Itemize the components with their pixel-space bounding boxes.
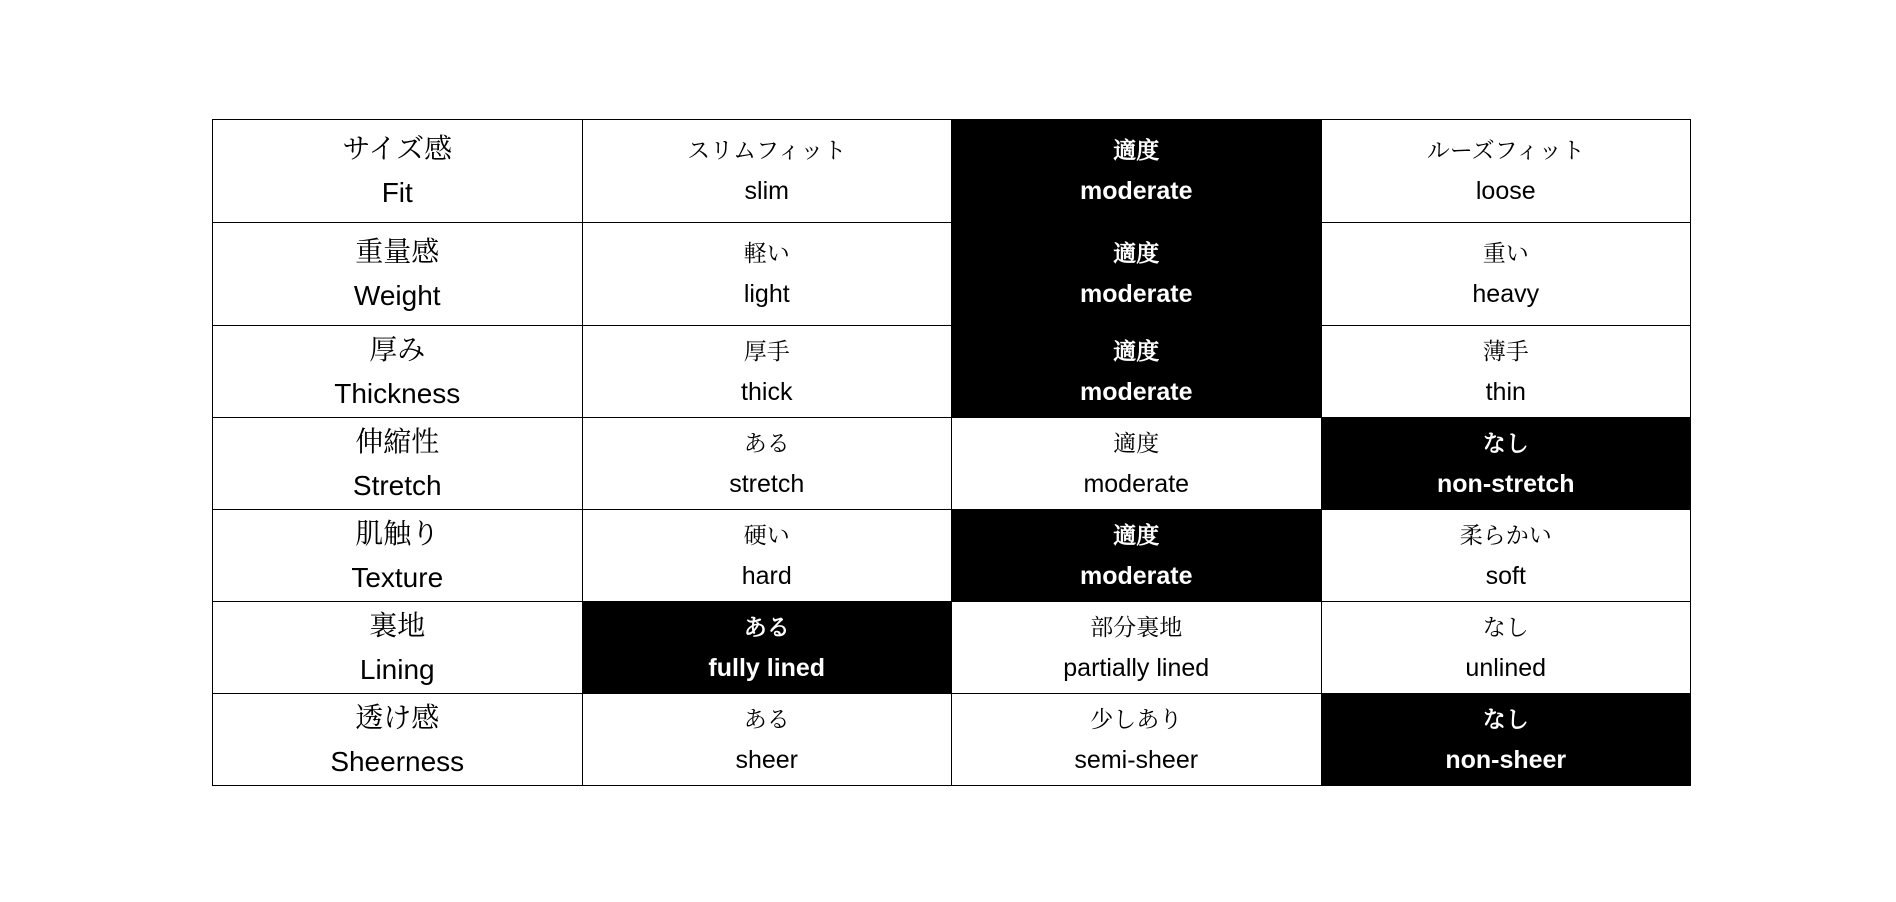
option-label-en: moderate — [1079, 280, 1193, 308]
option-cell-2 — [952, 326, 1322, 418]
option-label-ja: スリムフィット — [687, 137, 847, 163]
option-cell-1 — [582, 602, 952, 694]
option-label-en: hard — [741, 561, 792, 590]
option-label-ja: 薄手 — [1482, 337, 1529, 364]
option-cell-1 — [582, 694, 952, 786]
option-cell-1 — [582, 418, 952, 510]
attribute-label-en: Sheerness — [330, 745, 465, 777]
option-cell-2 — [952, 223, 1322, 326]
option-cell-3 — [1321, 120, 1691, 223]
option-label-ja: 硬い — [743, 521, 790, 548]
option-cell-1 — [582, 326, 952, 418]
option-cell-3 — [1321, 510, 1691, 602]
attribute-label-en: Stretch — [352, 469, 442, 501]
row-label-cell — [213, 510, 583, 602]
option-cell-2 — [952, 510, 1322, 602]
option-label-en: semi-sheer — [1074, 745, 1199, 774]
option-label-en: sheer — [735, 745, 799, 774]
option-label-ja: 厚手 — [743, 337, 790, 364]
option-label-en: moderate — [1079, 377, 1193, 406]
option-label-en: partially lined — [1063, 653, 1210, 682]
option-label-ja: 適度 — [1113, 337, 1160, 364]
attribute-label-ja: 透け感 — [355, 701, 440, 733]
option-cell-2 — [952, 694, 1322, 786]
row-label-cell — [213, 120, 583, 223]
option-cell-3 — [1321, 418, 1691, 510]
option-label-en: non-stretch — [1437, 469, 1575, 498]
option-label-ja: 重い — [1482, 240, 1529, 266]
option-cell-2 — [952, 602, 1322, 694]
option-label-en: thick — [741, 377, 793, 406]
option-label-en: stretch — [729, 469, 805, 498]
option-label-en: non-sheer — [1445, 745, 1567, 774]
attribute-label-en: Thickness — [334, 377, 461, 409]
row-label-cell — [213, 694, 583, 786]
option-label-en: slim — [744, 177, 789, 205]
option-cell-1 — [582, 510, 952, 602]
option-cell-1 — [582, 120, 952, 223]
option-label-ja: なし — [1482, 705, 1529, 732]
option-label-en: moderate — [1079, 177, 1193, 205]
table-row-fit — [213, 120, 1691, 223]
option-cell-2 — [952, 120, 1322, 223]
option-cell-3 — [1321, 326, 1691, 418]
option-label-en: moderate — [1079, 561, 1193, 590]
option-label-ja: なし — [1482, 613, 1529, 640]
attribute-label-en: Fit — [381, 177, 413, 208]
attribute-label-ja: 厚み — [369, 333, 426, 365]
option-label-ja: 少しあり — [1090, 705, 1183, 732]
option-label-ja: ある — [743, 429, 790, 456]
option-label-ja: 適度 — [1113, 137, 1160, 163]
option-label-ja: 部分裏地 — [1090, 613, 1183, 640]
option-label-ja: ある — [743, 613, 790, 640]
option-label-en: moderate — [1083, 469, 1190, 498]
table-row-weight — [213, 223, 1691, 326]
attribute-label-en: Lining — [359, 653, 435, 685]
attribute-label-ja: 肌触り — [355, 517, 440, 549]
attribute-label-en: Texture — [351, 561, 444, 593]
attribute-label-ja: 裏地 — [369, 609, 426, 641]
option-label-ja: 適度 — [1113, 521, 1160, 548]
attribute-label-ja: 伸縮性 — [355, 425, 440, 457]
option-label-ja: 適度 — [1113, 240, 1160, 266]
spec-table — [212, 119, 1691, 786]
option-label-en: thin — [1485, 377, 1526, 406]
table-row-texture — [213, 510, 1691, 602]
option-label-ja: 軽い — [743, 240, 790, 266]
attribute-label-en: Weight — [353, 280, 441, 311]
option-label-en: light — [743, 280, 790, 308]
option-label-en: loose — [1475, 177, 1536, 205]
option-cell-3 — [1321, 223, 1691, 326]
option-label-ja: 適度 — [1113, 429, 1160, 456]
table-row-lining — [213, 602, 1691, 694]
option-cell-3 — [1321, 694, 1691, 786]
option-label-ja: ルーズフィット — [1426, 137, 1585, 163]
option-label-ja: なし — [1482, 429, 1529, 456]
option-label-en: heavy — [1472, 280, 1540, 308]
row-label-cell — [213, 418, 583, 510]
table-row-stretch — [213, 418, 1691, 510]
row-label-cell — [213, 326, 583, 418]
attribute-label-ja: サイズ感 — [342, 133, 453, 164]
option-cell-1 — [582, 223, 952, 326]
option-label-ja: ある — [743, 705, 790, 732]
row-label-cell — [213, 602, 583, 694]
option-label-en: unlined — [1465, 653, 1547, 682]
table-row-sheerness — [213, 694, 1691, 786]
option-label-en: fully lined — [708, 653, 826, 682]
option-cell-3 — [1321, 602, 1691, 694]
option-cell-2 — [952, 418, 1322, 510]
attribute-label-ja: 重量感 — [355, 236, 440, 267]
option-label-ja: 柔らかい — [1459, 521, 1552, 548]
row-label-cell — [213, 223, 583, 326]
table-row-thickness — [213, 326, 1691, 418]
option-label-en: soft — [1485, 561, 1526, 590]
